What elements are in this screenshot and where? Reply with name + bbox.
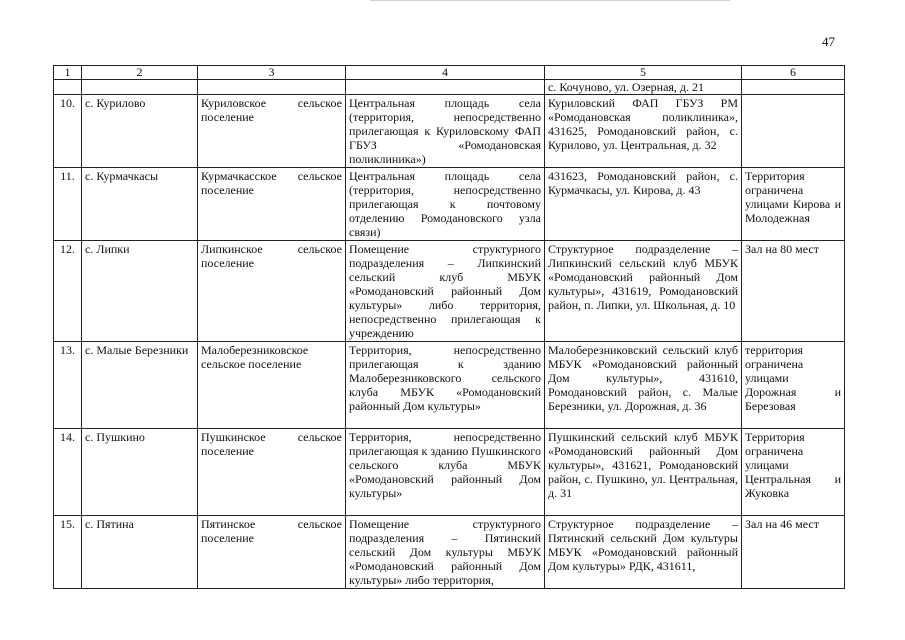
locality-cell: с. Малые Березники (82, 342, 198, 429)
column-number-row (54, 66, 845, 80)
voting-place-cell: Помещение структурного подразделения – Липкинский сельский клуб МБУК «Ромодановский районный Дом культуры» либо территория, непосредственно прилегающая к учреждению (346, 241, 545, 342)
address-cell: Пушкинский сельский клуб МБУК «Ромодановский районный Дом культуры», 431621, Ромодановский район, с. Пушкино, ул. Центральная, д. 31 (545, 429, 742, 516)
row-number: 10. (54, 95, 82, 168)
empty-cell (742, 80, 845, 95)
empty-cell (54, 80, 82, 95)
locality-cell: с. Пушкино (82, 429, 198, 516)
row-number: 12. (54, 241, 82, 342)
address-cell: Структурное подразделение – Пятинский сельский Дом культуры МБУК «Ромодановский районный Дом культуры» РДК, 431611, (545, 516, 742, 589)
continuation-row (54, 80, 845, 95)
column-number: 5 (545, 66, 742, 80)
note-cell: Зал на 80 мест (742, 241, 845, 342)
settlement-cell: Пушкинское сельское поселение (198, 429, 346, 516)
settlement-cell: Пятинское сельское поселение (198, 516, 346, 589)
settlement-cell: Курмачкасское сельское поселение (198, 168, 346, 241)
voting-place-cell: Помещение структурного подразделения – Пятинский сельский Дом культуры МБУК «Ромодановский районный Дом культуры» либо территория, (346, 516, 545, 589)
column-number: 6 (742, 66, 845, 80)
note-cell (742, 95, 845, 168)
voting-place-cell: Центральная площадь села (территория, непосредственно прилегающая к Куриловскому ФАП ГБУЗ «Ромодановская поликлиника») (346, 95, 545, 168)
address-cell: Структурное подразделение – Липкинский сельский клуб МБУК «Ромодановский районный Дом культуры», 431619, Ромодановский район, п. Липки, ул. Школьная, д. 10 (545, 241, 742, 342)
note-cell: Территория ограничена улицами Кирова и Молодежная (742, 168, 845, 241)
note-cell: территория ограничена улицами Дорожная и Березовая (742, 342, 845, 429)
voting-place-cell: Территория, непосредственно прилегающая к зданию Пушкинского сельского клуба МБУК «Ромодановский районный Дом культуры» (346, 429, 545, 516)
locality-cell: с. Курмачкасы (82, 168, 198, 241)
empty-cell (346, 80, 545, 95)
row-number: 15. (54, 516, 82, 589)
polling-places-table (53, 65, 845, 589)
note-cell: Территория ограничена улицами Центральная и Жуковка (742, 429, 845, 516)
column-number: 4 (346, 66, 545, 80)
column-number: 1 (54, 66, 82, 80)
scan-top-rule (370, 0, 730, 1)
locality-cell: с. Липки (82, 241, 198, 342)
column-number: 3 (198, 66, 346, 80)
table-row (54, 95, 845, 168)
row-number: 13. (54, 342, 82, 429)
voting-place-cell: Центральная площадь села (территория, непосредственно прилегающая к почтовому отделению Ромодановского узла связи) (346, 168, 545, 241)
row-number: 14. (54, 429, 82, 516)
table-row (54, 342, 845, 429)
note-cell: Зал на 46 мест (742, 516, 845, 589)
address-cell: Малоберезниковский сельский клуб МБУК «Ромодановский районный Дом культуры», 431610, Ромодановский район, с. Малые Березники, ул. Дорожная, д. 36 (545, 342, 742, 429)
empty-cell (198, 80, 346, 95)
table-row (54, 168, 845, 241)
settlement-cell: Малоберезниковское сельское поселение (198, 342, 346, 429)
row-number: 11. (54, 168, 82, 241)
table-row (54, 241, 845, 342)
settlement-cell: Липкинское сельское поселение (198, 241, 346, 342)
locality-cell: с. Пятина (82, 516, 198, 589)
address-cell: 431623, Ромодановский район, с. Курмачкасы, ул. Кирова, д. 43 (545, 168, 742, 241)
page-number: 47 (822, 34, 835, 49)
voting-place-cell: Территория, непосредственно прилегающая к зданию Малоберезниковского сельского клуба МБУК «Ромодановский районный Дом культуры» (346, 342, 545, 429)
table-row (54, 429, 845, 516)
column-number: 2 (82, 66, 198, 80)
settlement-cell: Куриловское сельское поселение (198, 95, 346, 168)
locality-cell: с. Курилово (82, 95, 198, 168)
empty-cell (82, 80, 198, 95)
address-cell: Куриловский ФАП ГБУЗ РМ «Ромодановская поликлиника», 431625, Ромодановский район, с. Курилово, ул. Центральная, д. 32 (545, 95, 742, 168)
table-row (54, 516, 845, 589)
address-cell: с. Кочуново, ул. Озерная, д. 21 (545, 80, 742, 95)
